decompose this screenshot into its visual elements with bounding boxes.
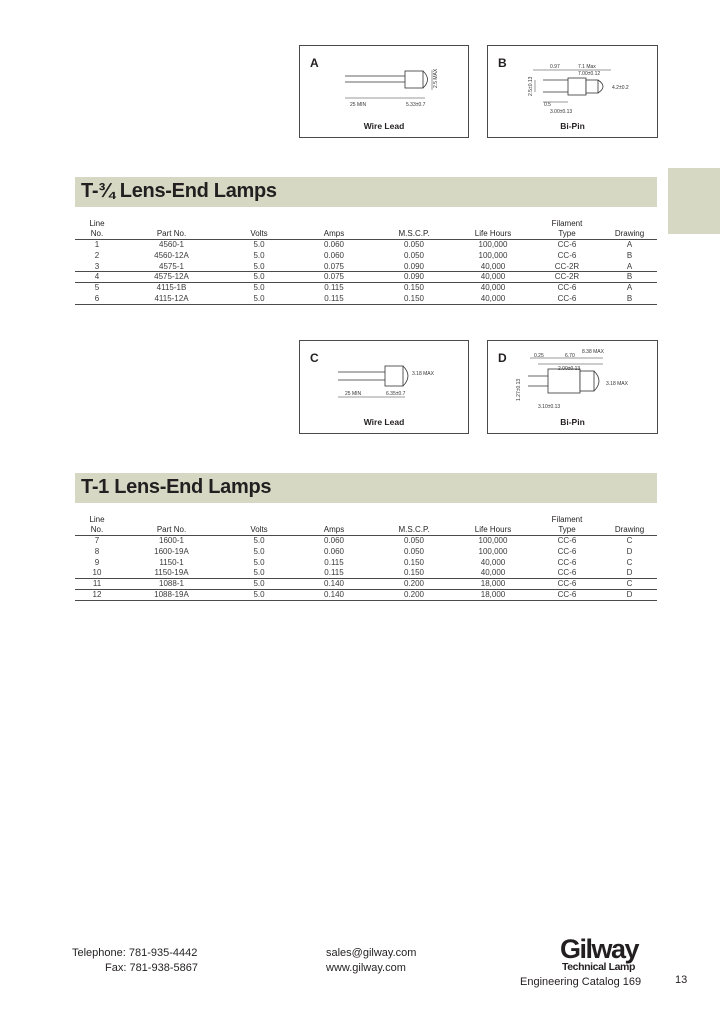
- table-row: [75, 589, 657, 600]
- cell-part: 4560-1: [159, 240, 184, 249]
- cell-volts: 5.0: [224, 579, 294, 590]
- cell-line: 6: [75, 293, 119, 304]
- drawing-letter: C: [310, 351, 319, 365]
- table-row: [75, 272, 657, 283]
- col-header-filament-bottom: Type: [532, 229, 602, 240]
- cell-mscp: 0.200: [374, 589, 454, 600]
- cell-volts: 5.0: [224, 293, 294, 304]
- cell-filament: CC-6: [532, 293, 602, 304]
- table-row: [75, 240, 657, 251]
- col-header-line-bottom: No.: [75, 525, 119, 536]
- svg-text:2.5±0.13: 2.5±0.13: [528, 76, 534, 96]
- cell-amps: 0.115: [324, 557, 344, 567]
- cell-volts: 5.0: [253, 250, 265, 260]
- section-header-t1: [75, 473, 657, 503]
- cell-part: 1600-19A: [154, 546, 189, 556]
- cell-amps: 0.115: [294, 293, 374, 304]
- gilway-logo-subtitle: Technical Lamp: [562, 961, 635, 973]
- cell-line: 9: [94, 557, 100, 567]
- cell-filament: CC-6: [532, 568, 602, 579]
- cell-life: 100,000: [478, 546, 508, 556]
- drawing-caption: Wire Lead: [363, 417, 405, 427]
- cell-filament: CC-6: [557, 283, 577, 293]
- table-row: [75, 568, 657, 579]
- cell-drawing: B: [602, 272, 657, 283]
- cell-part: 1088-1: [119, 579, 224, 590]
- drawing-letter: D: [498, 351, 507, 365]
- cell-part: 4115-1B: [156, 283, 187, 293]
- drawing-letter: B: [498, 56, 507, 70]
- svg-text:25 MIN: 25 MIN: [350, 102, 367, 108]
- svg-text:8.38 MAX: 8.38 MAX: [582, 349, 604, 355]
- table-row: [75, 546, 657, 557]
- svg-text:3.18 MAX: 3.18 MAX: [412, 371, 434, 377]
- cell-part: 4115-12A: [119, 293, 224, 304]
- cell-drawing: A: [602, 261, 657, 272]
- cell-amps: 0.060: [323, 546, 345, 556]
- cell-filament: CC-2R: [532, 261, 602, 272]
- gilway-logo: Gilway: [560, 934, 639, 964]
- cell-amps: 0.060: [323, 240, 345, 249]
- cell-amps: 0.115: [324, 283, 344, 293]
- cell-life: 100,000: [478, 240, 508, 249]
- svg-text:3.18 MAX: 3.18 MAX: [606, 381, 628, 387]
- svg-text:6.70: 6.70: [565, 353, 575, 359]
- cell-life: 40,000: [480, 283, 506, 293]
- cell-part: 1150-19A: [119, 568, 224, 579]
- svg-text:0.5: 0.5: [544, 102, 551, 108]
- cell-filament: CC-6: [557, 546, 577, 556]
- col-header-drawing: Drawing: [602, 525, 657, 536]
- cell-mscp: 0.050: [403, 536, 425, 545]
- table-row: [75, 261, 657, 272]
- section-title: T-1 Lens-End Lamps: [81, 476, 272, 498]
- svg-text:2.00±0.13: 2.00±0.13: [558, 366, 581, 372]
- col-header-part: Part No.: [119, 229, 224, 240]
- drawing-caption: Bi-Pin: [560, 417, 585, 427]
- cell-amps: 0.060: [323, 250, 345, 260]
- col-header-line-bottom: No.: [75, 229, 119, 240]
- svg-text:0.25: 0.25: [534, 353, 544, 359]
- cell-part: 4575-12A: [119, 272, 224, 283]
- cell-mscp: 0.090: [374, 272, 454, 283]
- cell-drawing: D: [626, 546, 633, 556]
- cell-amps: 0.060: [323, 536, 345, 545]
- col-header-line-top: Line: [89, 515, 105, 524]
- table-row: [75, 250, 657, 261]
- cell-mscp: 0.090: [374, 261, 454, 272]
- svg-text:7.00±0.12: 7.00±0.12: [578, 71, 601, 77]
- cell-mscp: 0.050: [403, 546, 425, 556]
- cell-drawing: C: [626, 536, 633, 545]
- cell-line: 3: [75, 261, 119, 272]
- page-number: 13: [675, 974, 688, 986]
- cell-part: 1150-1: [159, 557, 184, 567]
- cell-line: 4: [75, 272, 119, 283]
- drawing-b: [487, 45, 658, 138]
- cell-line: 1: [94, 240, 100, 249]
- drawing-letter: A: [310, 56, 319, 70]
- footer-telephone: Telephone: 781-935-4442: [72, 947, 198, 959]
- cell-volts: 5.0: [253, 536, 265, 545]
- cell-life: 18,000: [454, 589, 532, 600]
- cell-part: 1088-19A: [119, 589, 224, 600]
- footer-web-link[interactable]: www.gilway.com: [326, 962, 406, 974]
- cell-line: 11: [75, 579, 119, 590]
- table-row: [75, 536, 657, 547]
- cell-life: 100,000: [478, 536, 508, 545]
- cell-line: 7: [94, 536, 100, 545]
- cell-volts: 5.0: [253, 240, 265, 249]
- cell-drawing: A: [626, 283, 633, 293]
- drawing-caption: Wire Lead: [363, 121, 405, 131]
- cell-filament: CC-2R: [532, 272, 602, 283]
- cell-line: 2: [94, 250, 100, 260]
- col-header-amps: Amps: [294, 525, 374, 536]
- cell-drawing: C: [602, 579, 657, 590]
- cell-filament: CC-6: [557, 536, 577, 545]
- cell-amps: 0.075: [294, 272, 374, 283]
- cell-mscp: 0.150: [403, 283, 425, 293]
- svg-text:3.10±0.13: 3.10±0.13: [538, 404, 561, 410]
- cell-life: 40,000: [454, 272, 532, 283]
- cell-life: 40,000: [454, 568, 532, 579]
- table-row: [75, 557, 657, 568]
- cell-amps: 0.140: [294, 589, 374, 600]
- col-header-volts: Volts: [224, 229, 294, 240]
- col-header-drawing: Drawing: [602, 229, 657, 240]
- svg-text:4.2±0.2: 4.2±0.2: [612, 85, 629, 91]
- col-header-life: Life Hours: [454, 525, 532, 536]
- footer-fax: Fax: 781-938-5867: [105, 962, 198, 974]
- cell-volts: 5.0: [224, 272, 294, 283]
- cell-life: 40,000: [480, 557, 506, 567]
- cell-life: 100,000: [478, 250, 508, 260]
- cell-volts: 5.0: [253, 283, 265, 293]
- col-header-filament-top: Filament: [551, 515, 583, 524]
- cell-life: 18,000: [454, 579, 532, 590]
- cell-part: 4575-1: [119, 261, 224, 272]
- cell-life: 40,000: [454, 261, 532, 272]
- cell-mscp: 0.150: [374, 568, 454, 579]
- cell-drawing: D: [602, 589, 657, 600]
- svg-text:0.97: 0.97: [550, 64, 560, 70]
- table-row: [75, 579, 657, 590]
- svg-text:5.33±0.7: 5.33±0.7: [406, 102, 426, 108]
- svg-text:3.00±0.13: 3.00±0.13: [550, 109, 573, 115]
- drawing-d: [487, 340, 658, 434]
- cell-filament: CC-6: [557, 250, 577, 260]
- col-header-mscp: M.S.C.P.: [374, 229, 454, 240]
- table-row: [75, 283, 657, 294]
- cell-volts: 5.0: [253, 557, 265, 567]
- cell-filament: CC-6: [557, 240, 577, 249]
- cell-filament: CC-6: [532, 579, 602, 590]
- col-header-part: Part No.: [119, 525, 224, 536]
- col-header-line-top: Line: [89, 219, 105, 228]
- svg-text:2.5 MAX: 2.5 MAX: [433, 68, 439, 88]
- cell-volts: 5.0: [224, 261, 294, 272]
- col-header-mscp: M.S.C.P.: [374, 525, 454, 536]
- col-header-volts: Volts: [224, 525, 294, 536]
- cell-amps: 0.115: [294, 568, 374, 579]
- svg-text:7.1 Max: 7.1 Max: [578, 64, 596, 70]
- cell-part: 1600-1: [159, 536, 184, 545]
- footer-email-link[interactable]: sales@gilway.com: [326, 947, 417, 959]
- col-header-life: Life Hours: [454, 229, 532, 240]
- cell-mscp: 0.150: [374, 293, 454, 304]
- cell-filament: CC-6: [532, 589, 602, 600]
- cell-volts: 5.0: [253, 546, 265, 556]
- svg-text:1.27±0.13: 1.27±0.13: [516, 378, 522, 401]
- cell-mscp: 0.200: [374, 579, 454, 590]
- cell-drawing: B: [626, 250, 633, 260]
- cell-amps: 0.075: [294, 261, 374, 272]
- cell-mscp: 0.150: [403, 557, 425, 567]
- cell-line: 10: [75, 568, 119, 579]
- section-tab-marker: [668, 168, 720, 234]
- cell-line: 8: [94, 546, 100, 556]
- cell-line: 5: [94, 283, 100, 293]
- cell-drawing: C: [626, 557, 633, 567]
- drawing-a: [299, 45, 469, 138]
- col-header-filament-top: Filament: [551, 219, 583, 228]
- drawing-caption: Bi-Pin: [560, 121, 585, 131]
- cell-drawing: A: [626, 240, 633, 249]
- cell-drawing: B: [602, 293, 657, 304]
- col-header-amps: Amps: [294, 229, 374, 240]
- cell-volts: 5.0: [224, 568, 294, 579]
- cell-filament: CC-6: [557, 557, 577, 567]
- cell-mscp: 0.050: [403, 250, 425, 260]
- catalog-label: Engineering Catalog 169: [520, 976, 642, 988]
- cell-part: 4560-12A: [154, 250, 189, 260]
- cell-volts: 5.0: [224, 589, 294, 600]
- cell-drawing: D: [602, 568, 657, 579]
- svg-text:25 MIN: 25 MIN: [345, 391, 362, 397]
- section-header-t34: [75, 177, 657, 207]
- drawing-c: [299, 340, 469, 434]
- cell-mscp: 0.050: [403, 240, 425, 249]
- svg-text:6.35±0.7: 6.35±0.7: [386, 391, 406, 397]
- table-row: [75, 293, 657, 304]
- spec-table-t34: [75, 219, 657, 305]
- cell-line: 12: [75, 589, 119, 600]
- cell-amps: 0.140: [294, 579, 374, 590]
- section-title: T-¾ Lens-End Lamps: [81, 180, 277, 202]
- col-header-filament-bottom: Type: [532, 525, 602, 536]
- cell-life: 40,000: [454, 293, 532, 304]
- spec-table-t1: [75, 515, 657, 601]
